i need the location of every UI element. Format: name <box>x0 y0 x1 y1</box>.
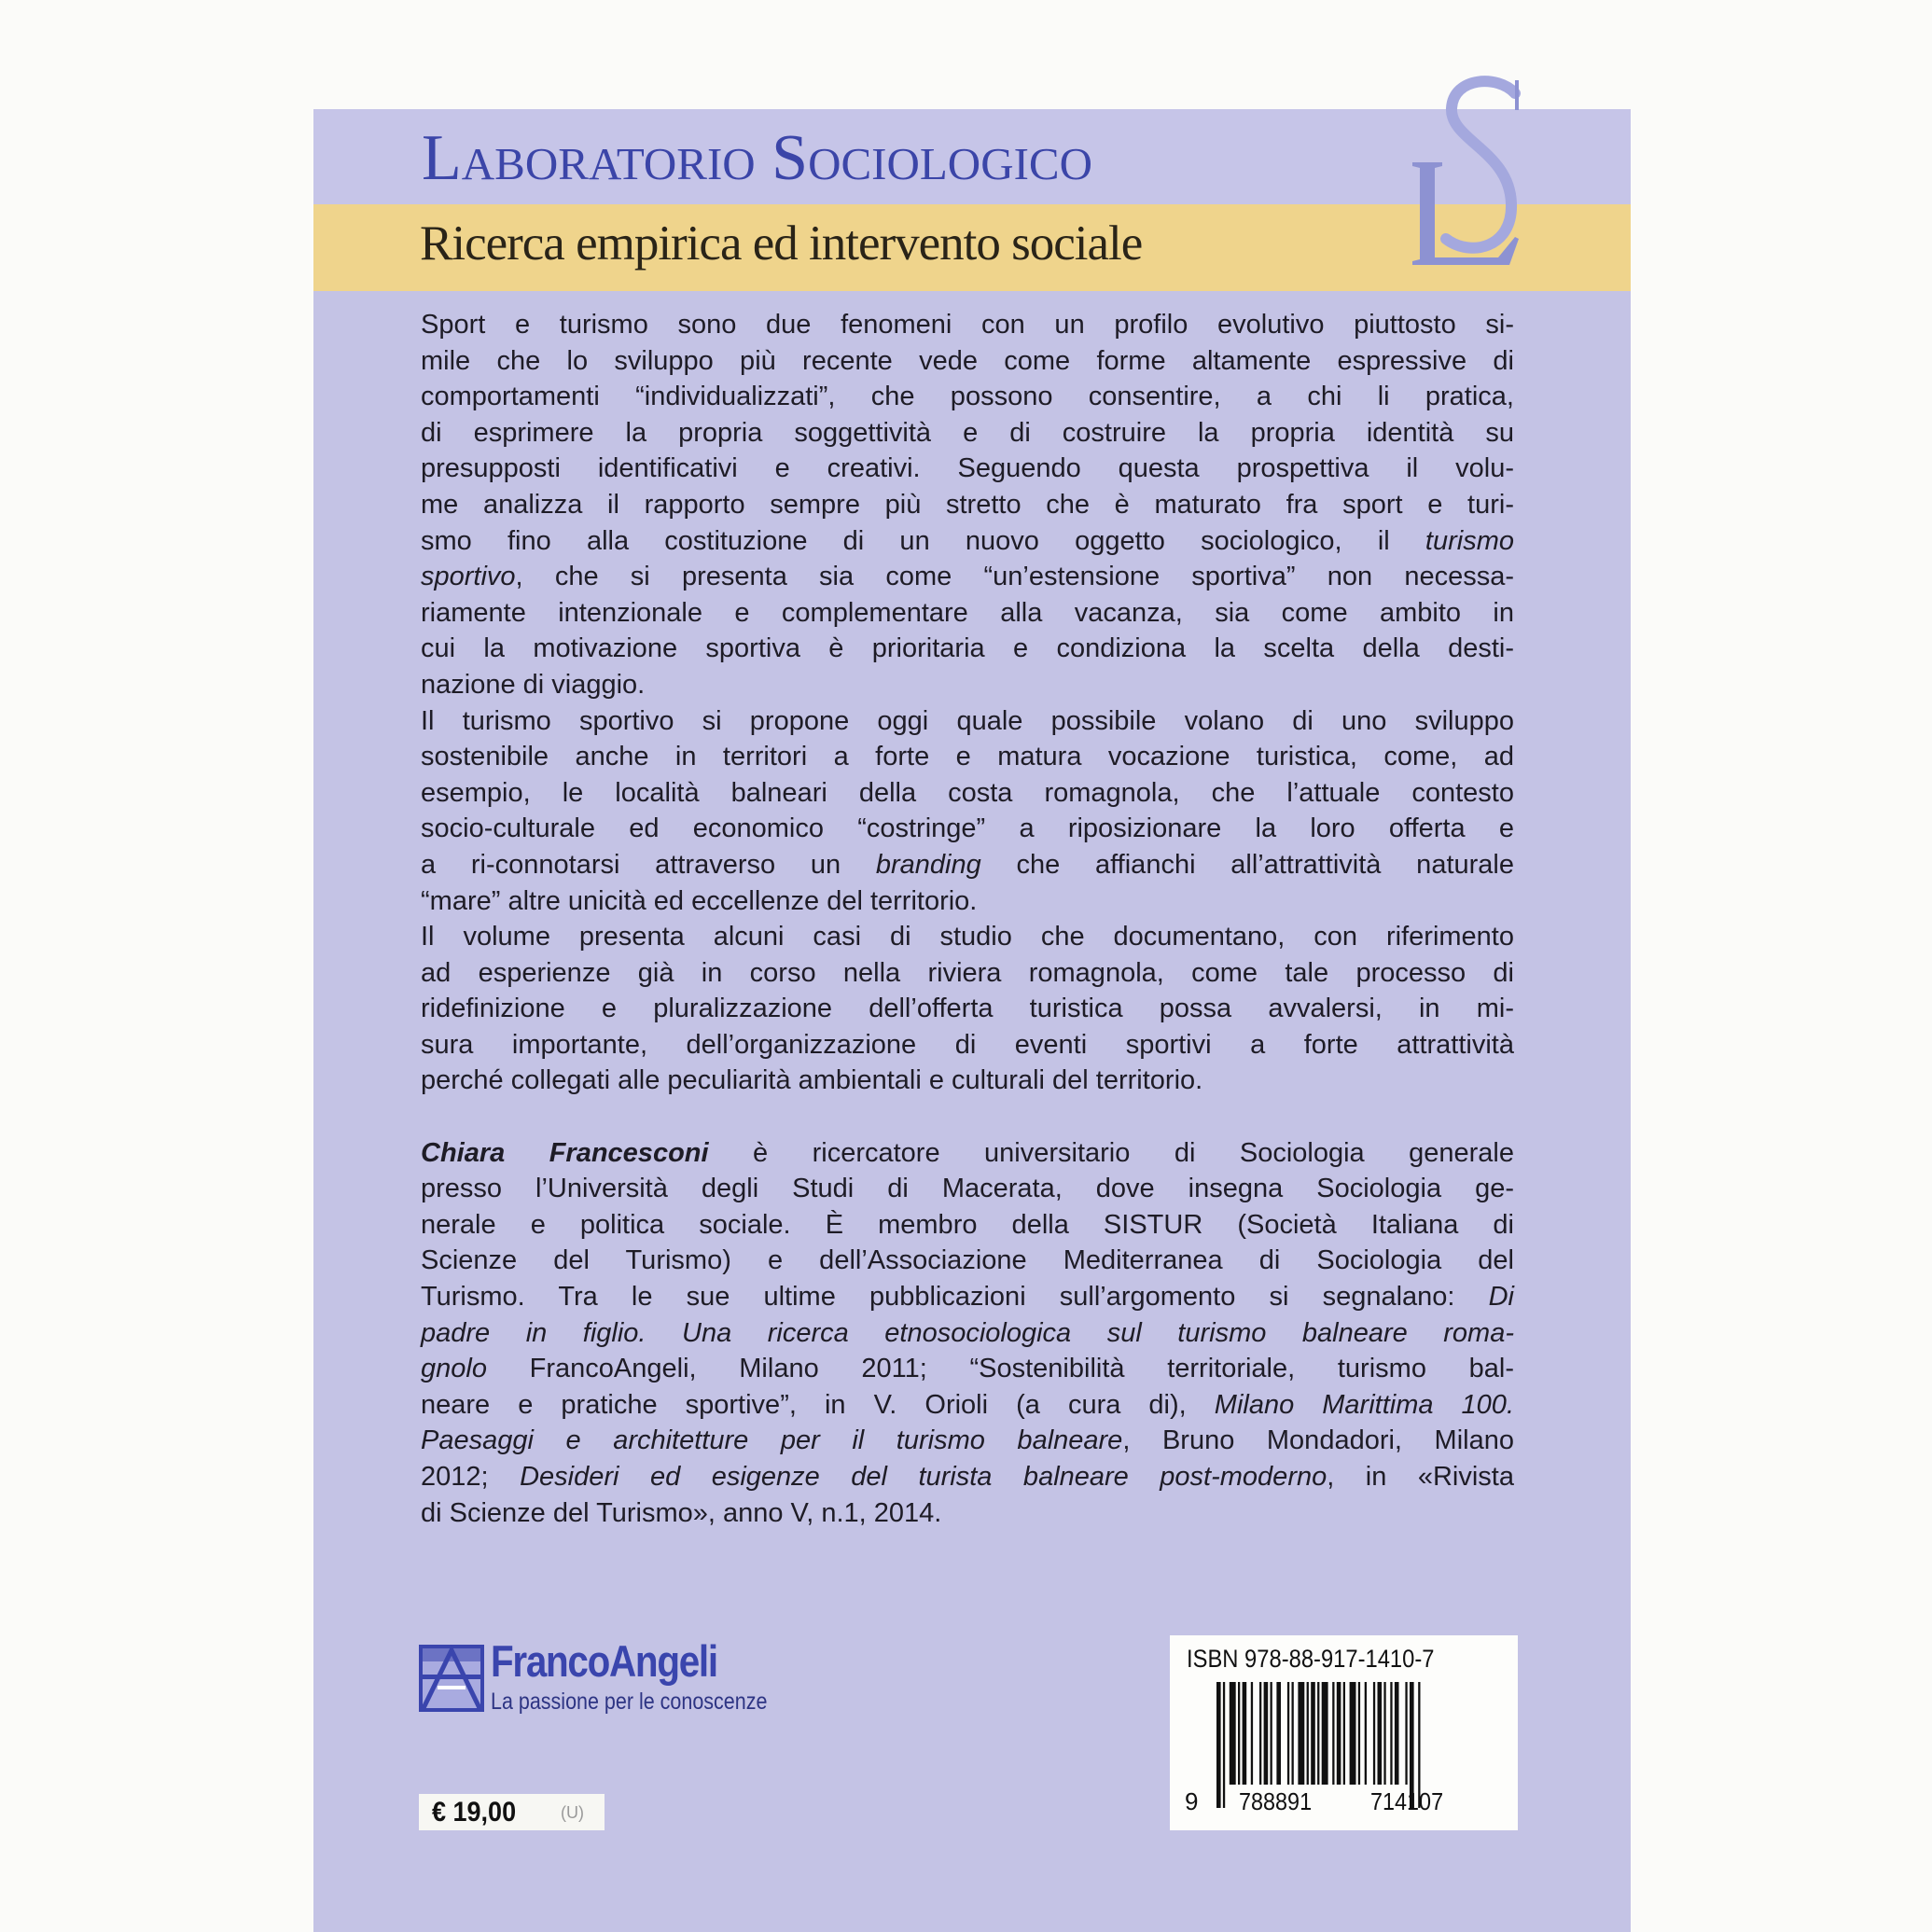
text-line <box>421 1279 1514 1315</box>
barcode-digit-first: 9 <box>1185 1787 1199 1815</box>
barcode-bar <box>1322 1682 1328 1785</box>
blurb-text <box>421 307 1514 1531</box>
barcode-bar <box>1223 1682 1225 1808</box>
text-segment: sura importante, dell’organizzazione di eventi sportivi a forte attrattività <box>421 1029 1514 1060</box>
text-line <box>421 307 1514 343</box>
text-segment: riamente intenzionale e complementare alla vacanza, sia come ambito in <box>421 597 1514 628</box>
text-segment: perché collegati alle peculiarità ambientali e culturali del territorio. <box>421 1065 1203 1096</box>
text-line <box>421 739 1514 775</box>
barcode-bar <box>1243 1682 1247 1785</box>
text-segment: a ri-connotarsi attraverso un <box>421 849 876 880</box>
series-subtitle: Ricerca empirica ed intervento sociale <box>420 216 1143 271</box>
barcode-bar <box>1332 1682 1334 1785</box>
text-line <box>421 1063 1514 1099</box>
text-segment: è ricercatore universitario di Sociologia generale <box>708 1137 1515 1168</box>
text-segment: Turismo. Tra le sue ultime pubblicazioni sull’argomento si segnalano: <box>421 1282 1489 1313</box>
text-line <box>421 1207 1514 1244</box>
text-line <box>421 955 1514 992</box>
price-value: € 19,00 <box>432 1797 517 1828</box>
barcode-bar <box>1307 1682 1309 1785</box>
text-line <box>421 1495 1514 1532</box>
text-line <box>421 703 1514 740</box>
text-segment: , che si presenta sia come “un’estensione sportiva” non necessa- <box>515 562 1514 592</box>
text-line <box>421 883 1514 920</box>
text-segment: , Bruno Mondadori, Milano <box>1122 1425 1514 1456</box>
text-segment: di esprimere la propria soggettività e di costruire la propria identità su <box>421 417 1514 448</box>
text-segment: cui la motivazione sportiva è prioritaria e condiziona la scelta della desti- <box>421 633 1514 664</box>
text-line <box>421 451 1514 487</box>
price-label <box>419 1794 605 1830</box>
text-segment: sostenibile anche in territori a forte e matura vocazione turistica, come, ad <box>421 742 1514 772</box>
barcode-bar <box>1317 1682 1319 1785</box>
text-segment: Milano Marittima 100. <box>1214 1389 1514 1420</box>
text-segment: 2012; <box>421 1462 521 1492</box>
barcode-bar <box>1259 1682 1261 1785</box>
barcode-digits-left: 788891 <box>1239 1787 1313 1815</box>
text-segment: sportivo <box>421 562 516 592</box>
text-segment: Sport e turismo sono due fenomeni con un profilo evolutivo piuttosto si- <box>421 310 1514 340</box>
text-line <box>421 811 1514 847</box>
text-line <box>421 1099 1514 1135</box>
text-line <box>421 667 1514 703</box>
text-segment: ad esperienze già in corso nella riviera romagnola, come tale processo di <box>421 957 1514 988</box>
text-line <box>421 1387 1514 1424</box>
text-line <box>421 415 1514 452</box>
barcode-bar <box>1216 1682 1221 1808</box>
barcode-bar <box>1350 1682 1356 1785</box>
text-line <box>421 1423 1514 1459</box>
text-line <box>421 991 1514 1027</box>
barcode-bar <box>1405 1682 1407 1785</box>
text-segment: socio-culturale ed economico “costringe” a riposizionare la loro offerta e <box>421 813 1514 844</box>
text-segment: neare e pratiche sportive”, in V. Orioli (a cura di), <box>421 1389 1215 1420</box>
text-line <box>421 1171 1514 1207</box>
publisher-a-icon <box>419 1645 484 1712</box>
text-line <box>421 487 1514 523</box>
barcode-bar <box>1337 1682 1341 1785</box>
barcode-bar <box>1264 1682 1269 1785</box>
text-segment: presupposti identificativi e creativi. Seguendo questa prospettiva il volu- <box>421 453 1514 484</box>
text-line <box>421 1459 1514 1495</box>
text-segment: mile che lo sviluppo più recente vede come forme altamente espressive di <box>421 345 1514 376</box>
isbn-barcode <box>1170 1635 1518 1830</box>
text-segment: branding <box>875 849 981 880</box>
text-segment: me analizza il rapporto sempre più stretto che è maturato fra sport e turi- <box>421 489 1514 520</box>
text-segment: gnolo <box>421 1354 487 1384</box>
publisher-tagline: La passione per le conoscenze <box>491 1689 768 1715</box>
text-segment: Di <box>1488 1282 1514 1313</box>
text-line <box>421 595 1514 632</box>
barcode-bar <box>1378 1682 1383 1785</box>
text-segment: nazione di viaggio. <box>421 669 646 700</box>
text-segment: “mare” altre unicità ed eccellenze del territorio. <box>421 885 978 916</box>
barcode-bar <box>1287 1682 1289 1785</box>
price-code: (U) <box>561 1803 584 1822</box>
text-segment: padre in figlio. Una ricerca etnosociologica sul turismo balneare roma- <box>421 1317 1514 1348</box>
text-segment: Il volume presenta alcuni casi di studio che documentano, con riferimento <box>421 922 1514 952</box>
text-line <box>421 847 1514 883</box>
text-line <box>421 343 1514 380</box>
text-segment: di Scienze del Turismo», anno V, n.1, 2014. <box>421 1497 942 1528</box>
barcode-bar <box>1365 1682 1367 1785</box>
text-segment: Il turismo sportivo si propone oggi quale possibile volano di uno sviluppo <box>421 705 1514 736</box>
text-line <box>421 1243 1514 1279</box>
text-line <box>421 1027 1514 1063</box>
text-segment: turismo <box>1425 525 1514 556</box>
text-segment: Scienze del Turismo) e dell’Associazione Mediterranea di Sociologia del <box>421 1245 1514 1276</box>
isbn-text: ISBN 978-88-917-1410-7 <box>1187 1645 1435 1673</box>
text-line <box>421 631 1514 667</box>
barcode-bar <box>1343 1682 1345 1785</box>
series-title: Laboratorio Sociologico <box>422 122 1092 194</box>
text-segment: ridefinizione e pluralizzazione dell’offerta turistica possa avvalersi, in mi- <box>421 994 1514 1024</box>
text-segment: presso l’Università degli Studi di Macerata, dove insegna Sociologia ge- <box>421 1174 1514 1204</box>
author-name: Chiara Francesconi <box>421 1137 709 1168</box>
text-segment: , in «Rivista <box>1327 1462 1514 1492</box>
barcode-digits-right: 714107 <box>1370 1787 1444 1815</box>
text-line <box>421 379 1514 415</box>
barcode-bar <box>1373 1682 1375 1785</box>
barcode-bar <box>1311 1682 1315 1785</box>
text-line <box>421 1135 1514 1172</box>
barcode-bar <box>1298 1682 1304 1785</box>
text-segment: smo fino alla costituzione di un nuovo oggetto sociologico, il <box>421 525 1425 556</box>
barcode-bar <box>1230 1682 1236 1785</box>
text-segment: Desideri ed esigenze del turista balneare post-moderno <box>520 1462 1327 1492</box>
barcode-bar <box>1292 1682 1294 1785</box>
ls-monogram-logo <box>1405 73 1526 271</box>
text-segment: comportamenti “individualizzati”, che possono consentire, a chi li pratica, <box>421 382 1514 412</box>
text-line <box>421 1351 1514 1387</box>
text-line <box>421 559 1514 595</box>
barcode-bar <box>1383 1682 1385 1785</box>
monogram-s-shape <box>1446 81 1515 248</box>
text-line <box>421 919 1514 955</box>
text-line <box>421 1315 1514 1352</box>
text-segment: FrancoAngeli, Milano 2011; “Sostenibilità territoriale, turismo bal- <box>486 1354 1514 1384</box>
text-segment: nerale e politica sociale. È membro della SISTUR (Società Italiana di <box>421 1209 1514 1240</box>
text-line <box>421 523 1514 560</box>
barcode-bar <box>1358 1682 1360 1785</box>
barcode-bar <box>1271 1682 1272 1785</box>
text-segment: che affianchi all’attrattività naturale <box>980 849 1514 880</box>
publisher-name: FrancoAngeli <box>491 1636 717 1686</box>
barcode-bar <box>1238 1682 1240 1785</box>
text-line <box>421 775 1514 812</box>
text-segment: esempio, le località balneari della costa romagnola, che l’attuale contesto <box>421 777 1514 808</box>
barcode-bar <box>1276 1682 1281 1785</box>
barcode-bar <box>1251 1682 1253 1785</box>
barcode-bar <box>1390 1682 1392 1785</box>
text-segment: Paesaggi e architetture per il turismo balneare <box>421 1425 1123 1456</box>
barcode-bar <box>1395 1682 1399 1785</box>
